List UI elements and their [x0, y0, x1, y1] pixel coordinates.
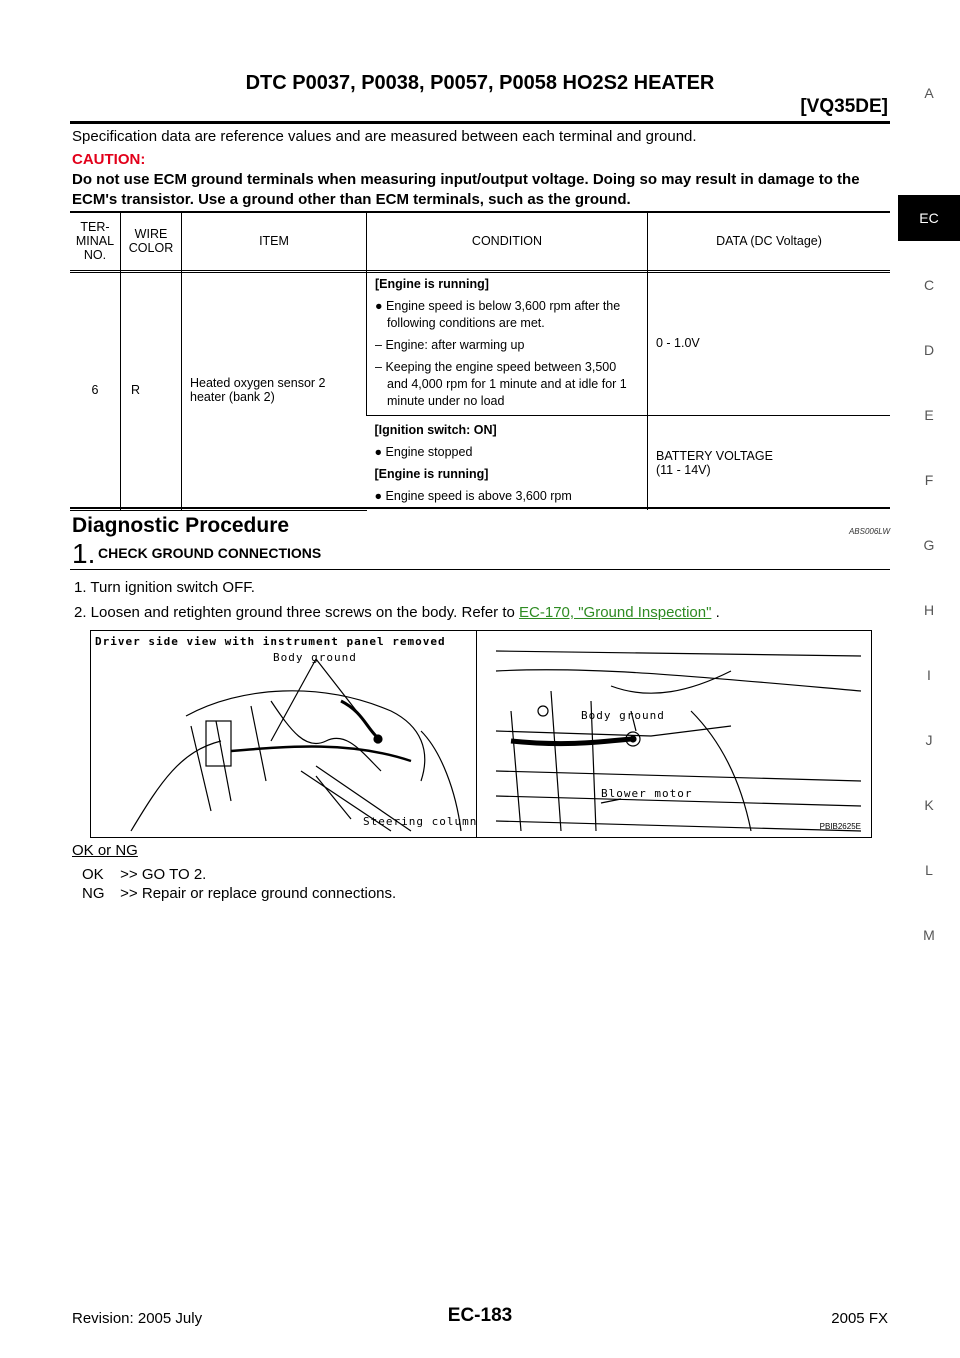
header-terminal-line1: TER-: [80, 220, 110, 234]
tab-i[interactable]: I: [927, 667, 931, 683]
data-cell-2: [648, 416, 891, 511]
label-body-ground-right: Body ground: [581, 709, 665, 722]
tab-m[interactable]: M: [923, 927, 935, 943]
tab-ec[interactable]: EC: [898, 195, 960, 241]
condition-cell-2: [367, 416, 648, 511]
data-line: BATTERY VOLTAGE: [656, 449, 773, 463]
label-blower-motor: Blower motor: [601, 787, 693, 800]
ground-inspection-link[interactable]: EC-170, "Ground Inspection": [519, 604, 712, 621]
instruction-item-2: [74, 604, 720, 621]
footer-model: 2005 FX: [831, 1310, 888, 1327]
page-title: DTC P0037, P0038, P0057, P0058 HO2S2 HEATER: [245, 72, 715, 94]
header-item: ITEM: [182, 212, 367, 271]
result-key: NG: [82, 885, 105, 902]
header-wire-line2: COLOR: [128, 241, 174, 255]
result-text: >> Repair or replace ground connections.: [120, 885, 397, 902]
tab-d[interactable]: D: [923, 342, 935, 358]
footer-page-number: EC-183: [447, 1305, 513, 1326]
condition-bullet: ● Engine speed is below 3,600 rpm after the following conditions are met.: [375, 299, 621, 330]
figure-illustration: [91, 631, 871, 837]
tab-e[interactable]: E: [924, 407, 934, 423]
tab-a[interactable]: A: [924, 85, 934, 101]
condition-dash-text: Engine: after warming up: [385, 338, 525, 352]
footer-revision: Revision: 2005 July: [72, 1310, 203, 1327]
figure-code: PBIB2625E: [819, 822, 861, 831]
table-header-row: [70, 212, 890, 271]
table-header-rule: [70, 272, 890, 273]
step-title: CHECK GROUND CONNECTIONS: [98, 545, 322, 561]
header-data: DATA (DC Voltage): [648, 212, 891, 271]
condition-bullet-text: Engine speed is below 3,600 rpm after the following conditions are met.: [386, 299, 621, 330]
header-rule: [70, 121, 890, 124]
condition-bullet-text: Engine stopped: [385, 444, 473, 459]
figure-caption: Driver side view with instrument panel removed: [95, 635, 446, 648]
condition-bullet: ● Engine stopped: [374, 444, 473, 459]
data-line: (11 - 14V): [656, 463, 711, 477]
intro-text: Specification data are reference values and are measured between each terminal and ground.: [72, 128, 697, 145]
result-text: >> GO TO 2.: [120, 866, 207, 883]
section-heading: Diagnostic Procedure: [72, 514, 290, 537]
condition-dash-text: Keeping the engine speed between 3,500 and 4,000 rpm for 1 minute and at idle for 1 minute under no load: [385, 360, 627, 408]
condition-heading: [Engine is running]: [375, 277, 489, 291]
instruction-suffix: .: [711, 604, 720, 621]
ground-location-figure: [90, 630, 872, 838]
ok-ng-heading: OK or NG: [72, 842, 138, 859]
label-steering-column: Steering column: [363, 815, 478, 828]
terminal-spec-table: [70, 212, 890, 511]
wire-color: R: [121, 271, 182, 511]
instruction-item-1: 1. Turn ignition switch OFF.: [74, 579, 255, 596]
figure-divider: [476, 631, 477, 837]
condition-heading: [Ignition switch: ON]: [374, 422, 497, 437]
result-key: OK: [82, 866, 104, 883]
table-bottom-rule: [70, 507, 890, 509]
header-condition: CONDITION: [367, 212, 648, 271]
caution-text: Do not use ECM ground terminals when measuring input/output voltage. Doing so may result in damage to the ECM's transistor. Use a ground other than ECM terminals, such as the ground.: [72, 171, 860, 208]
tab-k[interactable]: K: [924, 797, 934, 813]
tab-h[interactable]: H: [923, 602, 935, 618]
result-ng: [82, 885, 396, 902]
header-terminal-line2: MINAL: [75, 234, 115, 248]
header-wire: [121, 212, 182, 271]
caution-label: CAUTION:: [72, 151, 146, 168]
tab-f[interactable]: F: [924, 472, 934, 488]
header-terminal-line3: NO.: [83, 248, 107, 262]
data-cell-1: 0 - 1.0V: [648, 271, 891, 416]
label-body-ground-left: Body ground: [273, 651, 357, 664]
tab-c[interactable]: C: [923, 277, 935, 293]
condition-dash: – Engine: after warming up: [375, 338, 525, 352]
header-terminal: [70, 212, 121, 271]
condition-cell-1: [367, 271, 648, 416]
condition-bullet: ● Engine speed is above 3,600 rpm: [374, 488, 572, 503]
step-rule: [70, 569, 890, 570]
condition-bullet-text: Engine speed is above 3,600 rpm: [385, 488, 572, 503]
instruction-text: 2. Loosen and retighten ground three screws on the body. Refer to: [74, 604, 520, 621]
condition-heading: [Engine is running]: [374, 466, 489, 481]
item-cell: Heated oxygen sensor 2 heater (bank 2): [182, 271, 367, 511]
terminal-no: 6: [70, 271, 121, 511]
table-row: [70, 271, 890, 416]
section-code: ABS006LW: [848, 527, 890, 536]
result-ok: [82, 866, 206, 883]
condition-dash: – Keeping the engine speed between 3,500 and 4,000 rpm for 1 minute and at idle for 1 minute under no load: [375, 360, 627, 408]
header-wire-line1: WIRE: [134, 227, 168, 241]
page-subtitle: [VQ35DE]: [800, 96, 888, 117]
tab-l[interactable]: L: [925, 862, 933, 878]
step-number: 1.: [72, 538, 96, 569]
tab-g[interactable]: G: [923, 537, 935, 553]
tab-j[interactable]: J: [925, 732, 933, 748]
